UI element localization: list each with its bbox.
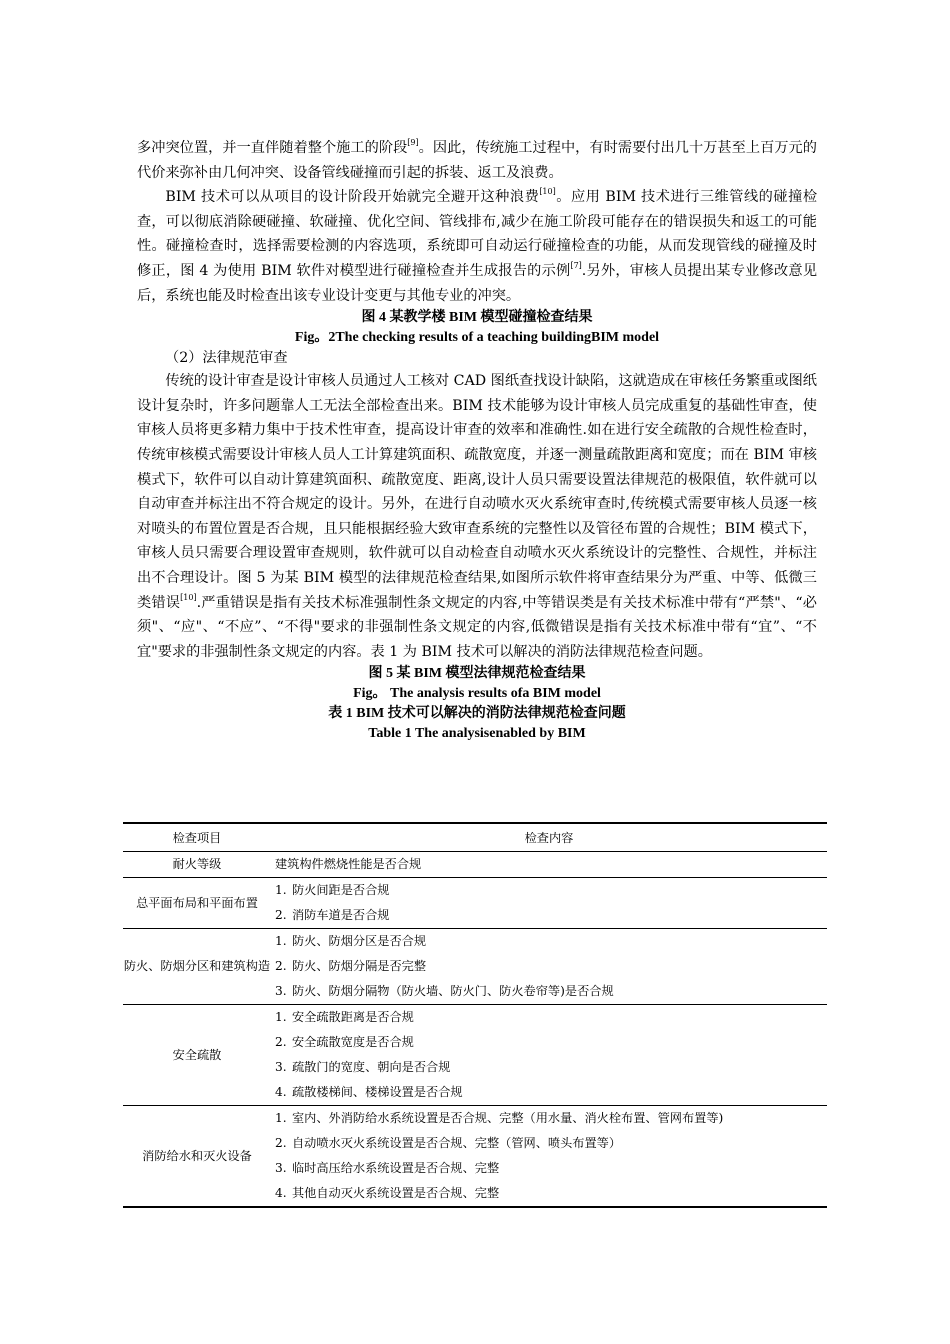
figure-4-caption-cn: 图 4 某教学楼 BIM 模型碰撞检查结果: [361, 310, 593, 326]
check-content: 1. 安全疏散距离是否合规: [275, 1010, 414, 1024]
citation: [7]: [570, 260, 582, 270]
table-1-caption-cn: 表 1 BIM 技术可以解决的消防法律规范检查问题: [328, 706, 626, 722]
check-item: 防火、防烟分区和建筑构造: [123, 929, 271, 1005]
check-content: 4. 其他自动灭火系统设置是否合规、完整: [275, 1186, 500, 1200]
citation: [10]: [539, 187, 556, 197]
check-item: 耐火等级: [123, 852, 271, 878]
table-row: [123, 1106, 827, 1208]
check-content: 建筑构件燃烧性能是否合规: [275, 857, 422, 871]
paragraph-2: BIM 技术可以从项目的设计阶段开始就完全避开这种浪费[10]。应用 BIM 技术进行三维管线的碰撞检查，可以彻底消除硬碰撞、软碰撞、优化空间、管线排布,减少在施工阶段可能存在的错误损失和返工的可能性。碰撞检查时，选择需要检测的内容选项，系统即可自动运行碰撞检查的功能，从而发现管线的碰撞及时修正，图 4 为使用 BIM 软件对模型进行碰撞检查并生成报告的示例[7].另外，审核人员提出某专业修改意见后，系统也能及时检查出该专业设计变更与其他专业的冲突。: [137, 187, 818, 304]
table-header-content: 检查内容: [271, 823, 827, 852]
check-content: 1. 防火、防烟分区是否合规: [275, 934, 427, 948]
check-content: 2. 安全疏散宽度是否合规: [275, 1035, 414, 1049]
figure-5-caption-cn: 图 5 某 BIM 模型法律规范检查结果: [368, 666, 586, 682]
check-content: 4. 疏散楼梯间、楼梯设置是否合规: [275, 1085, 463, 1099]
check-content: 2. 消防车道是否合规: [275, 908, 390, 922]
figure-5-caption-en: Fig。 The analysis results ofa BIM model: [353, 686, 601, 702]
check-item: 总平面布局和平面布置: [123, 878, 271, 929]
section-heading: （2）法律规范审查: [165, 350, 288, 367]
table-row: [123, 852, 827, 878]
citation: [10]: [180, 592, 197, 602]
paragraph-3: 传统的设计审查是设计审核人员通过人工核对 CAD 图纸查找设计缺陷，这就造成在审核任务繁重或图纸设计复杂时，许多问题靠人工无法全部检查出来。BIM 技术能够为设计审核人员完成重复的基础性审查，使审核人员将更多精力集中于技术性审查，提高设计审查的效率和准确性.如在进行安全疏散的合规性检查时，传统审核模式需要设计审核人员人工计算建筑面积、疏散宽度，并逐一测量疏散距离和宽度；而在 BIM 审核模式下，软件可以自动计算建筑面积、疏散宽度、距离,设计人员只需要设置法律规范的极限值，软件就可以自动审查并标注出不符合规定的设计。另外，在进行自动喷水灭火系统审查时,传统模式需要审核人员逐一核对喷头的布置位置是否合规，且只能根据经验大致审查系统的完整性以及管径布置的合规性；BIM 模式下，审核人员只需要合理设置审查规则，软件就可以自动检查自动喷水灭火系统设计的完整性、合规性，并标注出不合理设计。图 5 为某 BIM 模型的法律规范检查结果,如图所示软件将审查结果分为严重、中等、低微三类错误[10].严重错误是指有关技术标准强制性条文规定的内容,中等错误类是有关技术标准中带有“严禁"、“必须"、“应"、“不应”、“不得"要求的非强制性条文规定的内容,低微错误是指有关技术标准中带有“宜”、“不宜"要求的非强制性条文规定的内容。表 1 为 BIM 技术可以解决的消防法律规范检查问题。: [137, 373, 817, 660]
table-header-item: 检查项目: [123, 823, 271, 852]
paragraph-1: 多冲突位置，并一直伴随着整个施工的阶段[9]。因此，传统施工过程中，有时需要付出几十万甚至上百万元的代价来弥补由几何冲突、设备管线碰撞而引起的拆装、返工及浪费。: [137, 138, 817, 181]
citation: [9]: [407, 138, 419, 147]
table-row: [123, 878, 827, 929]
table-1-caption-en: Table 1 The analysisenabled by BIM: [368, 726, 586, 742]
page-body: [137, 136, 817, 744]
check-content: 1. 防火间距是否合规: [275, 883, 390, 897]
check-content: 3. 防火、防烟分隔物（防火墙、防火门、防火卷帘等)是否合规: [275, 984, 614, 998]
check-content: 1. 室内、外消防给水系统设置是否合规、完整（用水量、消火栓布置、管网布置等): [275, 1111, 724, 1125]
fire-code-table: [123, 822, 827, 1208]
check-content: 2. 防火、防烟分隔是否完整: [275, 959, 427, 973]
check-content: 3. 临时高压给水系统设置是否合规、完整: [275, 1161, 500, 1175]
check-item: 消防给水和灭火设备: [142, 1148, 252, 1163]
check-item: 安全疏散: [123, 1005, 271, 1106]
figure-4-caption-en: Fig。2The checking results of a teaching buildingBIM model: [294, 330, 660, 346]
table-row: [123, 929, 827, 1005]
check-content: 3. 疏散门的宽度、朝向是否合规: [275, 1060, 451, 1074]
check-content: 2. 自动喷水灭火系统设置是否合规、完整（管网、喷头布置等）: [275, 1136, 622, 1150]
table-row: [123, 1005, 827, 1106]
